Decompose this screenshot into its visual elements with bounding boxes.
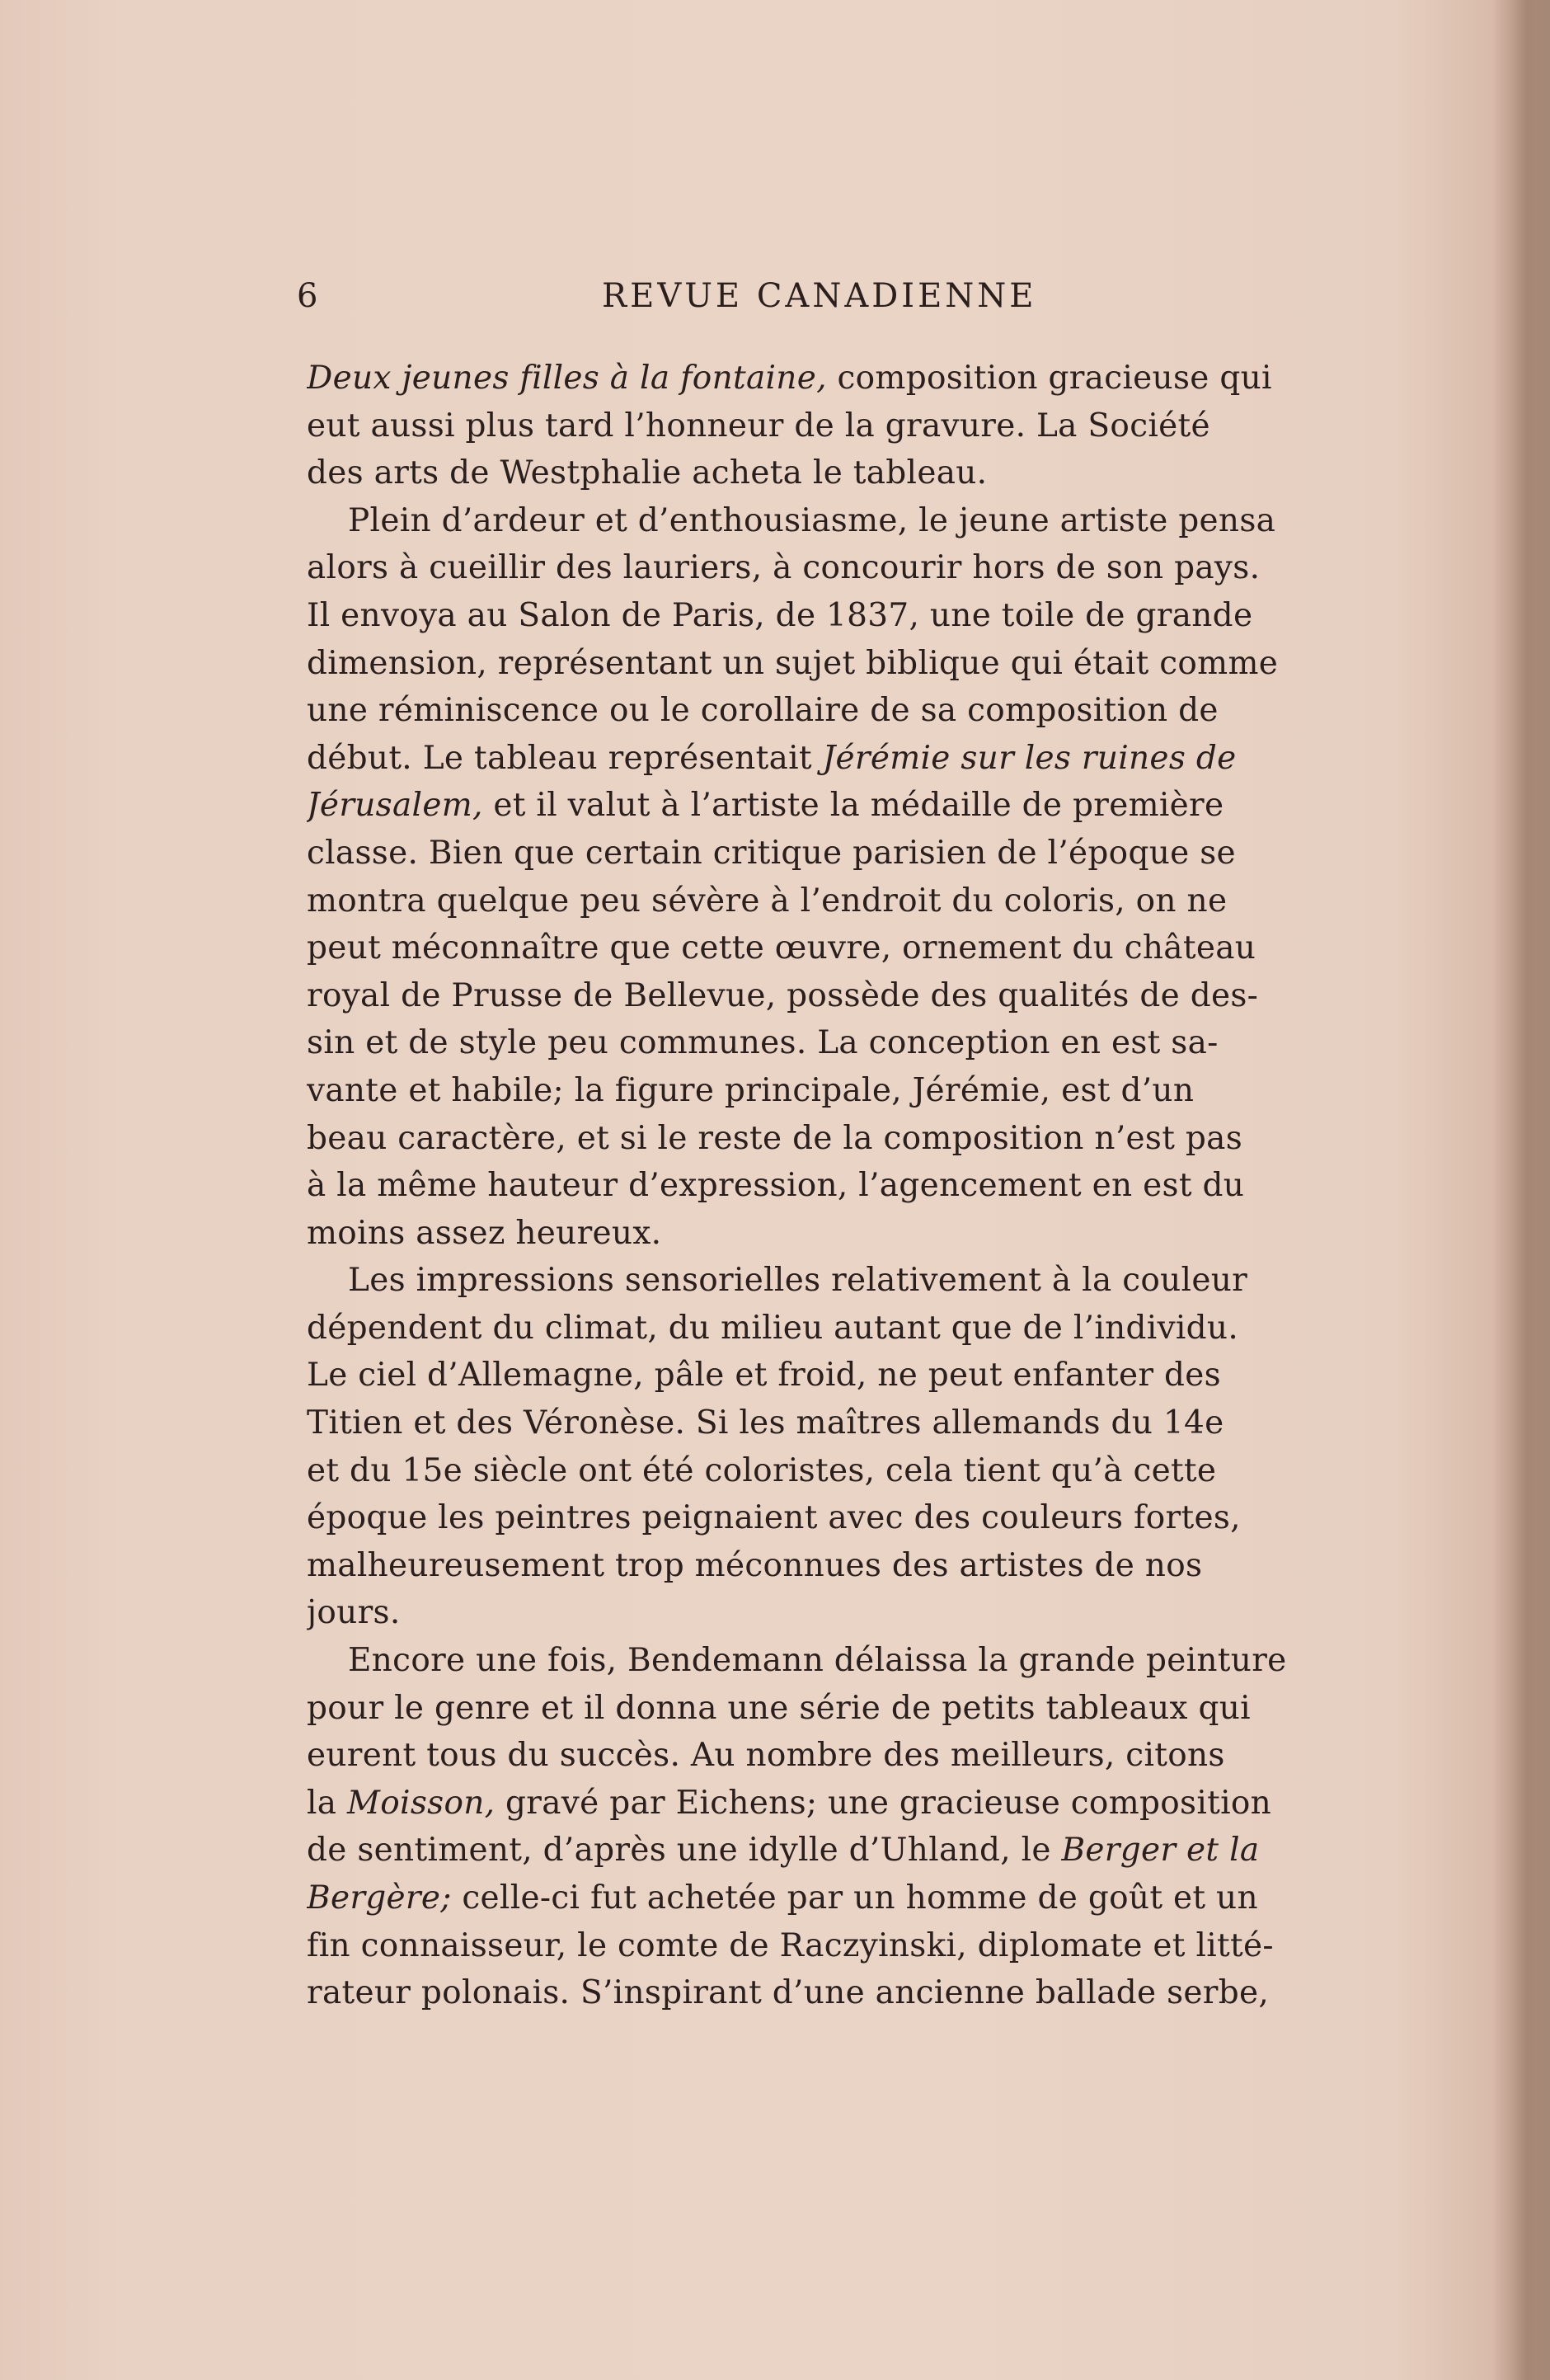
text-line: [307, 972, 1379, 1020]
text-line: [307, 402, 1379, 450]
text-line: [307, 640, 1379, 688]
text-run: Titien et des Véronèse. Si les maîtres allemands du 14e: [307, 1404, 1224, 1442]
text-run: sin et de style peu communes. La conception en est sa-: [307, 1024, 1219, 1062]
text-run: de sentiment, d’après une idylle d’Uhland, le: [307, 1832, 1062, 1870]
text-run: époque les peintres peignaient avec des couleurs fortes,: [307, 1499, 1241, 1537]
text-run: peut méconnaître que cette œuvre, ornement du château: [307, 929, 1256, 967]
italic-title-text: Jérémie sur les ruines de: [822, 739, 1237, 777]
text-line: [307, 1542, 1379, 1590]
text-line: [307, 782, 1379, 830]
text-line: [307, 1115, 1379, 1163]
text-line: [307, 1589, 1379, 1637]
text-run: alors à cueillir des lauriers, à concourir hors de son pays.: [307, 549, 1261, 587]
text-run: gravé par Eichens; une gracieuse composition: [495, 1784, 1272, 1822]
text-run: à la même hauteur d’expression, l’agencement en est du: [307, 1167, 1245, 1205]
text-line: [307, 1019, 1379, 1067]
text-run: fin connaisseur, le comte de Raczyinski, diplomate et litté-: [307, 1926, 1274, 1964]
text-run: eut aussi plus tard l’honneur de la gravure. La Société: [307, 407, 1210, 444]
text-line: [307, 687, 1379, 735]
text-line: [307, 1210, 1379, 1258]
text-run: malheureusement trop méconnues des artistes de nos: [307, 1546, 1203, 1584]
text-line: [307, 1399, 1379, 1447]
running-head: REVUE CANADIENNE: [602, 277, 1037, 315]
text-line: [307, 1637, 1379, 1685]
text-run: des arts de Westphalie acheta le tableau.: [307, 454, 988, 492]
text-run: jours.: [307, 1594, 401, 1632]
text-run: dimension, représentant un sujet biblique qui était comme: [307, 644, 1279, 682]
text-line: [307, 877, 1379, 925]
text-run: Plein d’ardeur et d’enthousiasme, le jeune artiste pensa: [348, 501, 1276, 539]
text-line: [307, 1732, 1379, 1780]
text-line: [307, 355, 1379, 402]
text-run: moins assez heureux.: [307, 1214, 662, 1252]
text-line: [307, 497, 1379, 545]
text-run: vante et habile; la figure principale, Jérémie, est d’un: [307, 1071, 1195, 1109]
text-run: classe. Bien que certain critique parisien de l’époque se: [307, 834, 1236, 872]
text-run: et du 15e siècle ont été coloristes, cela tient qu’à cette: [307, 1451, 1217, 1489]
body-text: [307, 355, 1379, 2017]
page-number: 6: [297, 277, 319, 315]
text-line: [307, 735, 1379, 783]
text-run: dépendent du climat, du milieu autant que de l’individu.: [307, 1309, 1239, 1347]
text-line: [307, 1257, 1379, 1305]
italic-title-text: Berger et la: [1061, 1832, 1260, 1870]
text-run: royal de Prusse de Bellevue, possède des qualités de des-: [307, 976, 1259, 1014]
text-line: [307, 1827, 1379, 1874]
text-line: [307, 1162, 1379, 1210]
text-run: Les impressions sensorielles relativement à la couleur: [348, 1262, 1248, 1300]
text-run: rateur polonais. S’inspirant d’une ancienne ballade serbe,: [307, 1974, 1270, 2012]
text-line: [307, 1447, 1379, 1495]
text-run: Il envoya au Salon de Paris, de 1837, une toile de grande: [307, 596, 1253, 634]
text-line: [307, 544, 1379, 592]
text-run: beau caractère, et si le reste de la composition n’est pas: [307, 1119, 1243, 1157]
text-run: Le ciel d’Allemagne, pâle et froid, ne peut enfanter des: [307, 1357, 1221, 1395]
text-run: la: [307, 1784, 348, 1822]
text-run: et il valut à l’artiste la médaille de première: [482, 787, 1224, 825]
text-run: une réminiscence ou le corollaire de sa composition de: [307, 692, 1219, 730]
italic-title-text: Moisson,: [347, 1784, 496, 1822]
text-line: [307, 1067, 1379, 1115]
text-line: [307, 1305, 1379, 1352]
text-line: [307, 1494, 1379, 1542]
text-run: composition gracieuse qui: [826, 360, 1272, 397]
italic-title-text: Deux jeunes filles à la fontaine,: [307, 360, 827, 397]
text-line: [307, 1352, 1379, 1399]
text-line: [307, 1780, 1379, 1827]
italic-title-text: Bergère;: [307, 1879, 452, 1917]
text-line: [307, 830, 1379, 877]
text-line: [307, 1874, 1379, 1922]
text-line: [307, 1685, 1379, 1733]
page-gutter-shadow: [1492, 0, 1550, 2380]
text-line: [307, 924, 1379, 972]
text-run: pour le genre et il donna une série de petits tableaux qui: [307, 1689, 1251, 1727]
page-header: [297, 277, 1385, 327]
italic-title-text: Jérusalem,: [307, 787, 483, 825]
text-run: celle-ci fut achetée par un homme de goût et un: [451, 1879, 1258, 1917]
text-line: [307, 449, 1379, 497]
text-line: [307, 1969, 1379, 2017]
text-line: [307, 1922, 1379, 1970]
text-run: début. Le tableau représentait: [307, 739, 823, 777]
text-run: eurent tous du succès. Au nombre des meilleurs, citons: [307, 1737, 1225, 1775]
text-run: Encore une fois, Bendemann délaissa la grande peinture: [348, 1642, 1287, 1680]
text-run: montra quelque peu sévère à l’endroit du coloris, on ne: [307, 882, 1228, 920]
text-line: [307, 592, 1379, 640]
